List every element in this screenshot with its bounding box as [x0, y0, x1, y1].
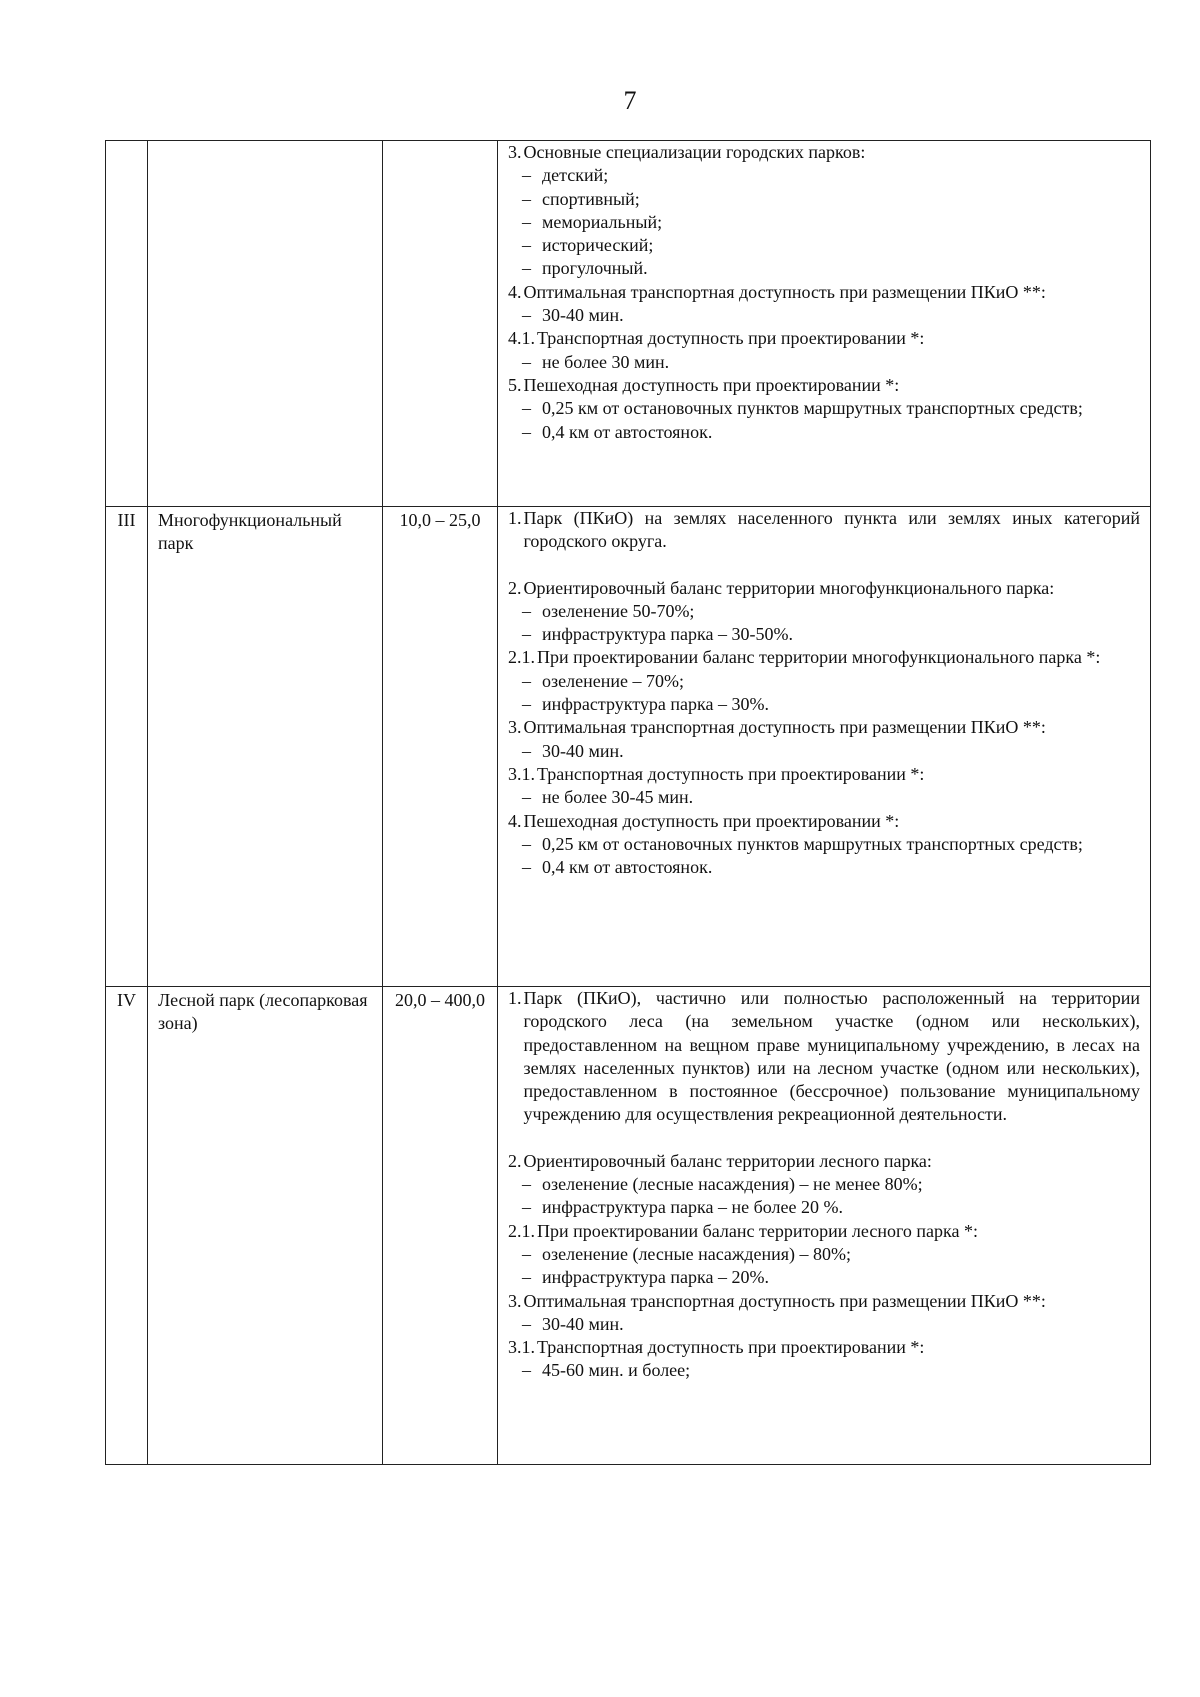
dash-item-text: озеленение (лесные насаждения) – 80%; — [542, 1243, 852, 1264]
item-text: Пешеходная доступность при проектировании *: — [523, 374, 900, 395]
row-number — [106, 141, 148, 507]
item-text: Основные специализации городских парков: — [523, 142, 866, 162]
dash-item-text: 0,4 км от автостоянок. — [542, 421, 713, 442]
dash-item-text: 0,4 км от автостоянок. — [542, 857, 713, 878]
item-number: 4.1. — [508, 328, 535, 349]
numbered-item — [508, 716, 1140, 739]
park-type-name — [148, 141, 383, 507]
table-row — [106, 141, 1151, 507]
item-number: 3.1. — [508, 1337, 535, 1358]
dash-list-item — [508, 833, 1140, 856]
item-number: 5. — [508, 374, 522, 395]
item-number: 1. — [508, 508, 522, 528]
dash-list-item — [508, 421, 1140, 444]
item-number: 3. — [508, 717, 522, 738]
numbered-item — [508, 810, 1140, 833]
dash-list-item — [508, 856, 1140, 879]
dash-list-item — [508, 740, 1140, 763]
dash-bullet: – — [522, 421, 531, 442]
dash-item-text: инфраструктура парка – не более 20 %. — [542, 1197, 843, 1218]
table-row — [106, 507, 1151, 987]
park-requirements — [498, 507, 1151, 987]
item-text: Ориентировочный баланс территории многофункционального парка: — [523, 577, 1055, 598]
numbered-item — [508, 1336, 1140, 1359]
dash-bullet: – — [522, 740, 531, 761]
dash-list-item — [508, 1313, 1140, 1336]
dash-bullet: – — [522, 1197, 531, 1218]
dash-item-text: 0,25 км от остановочных пунктов маршрутных транспортных средств; — [542, 398, 1083, 419]
item-text: При проектировании баланс территории лесного парка *: — [537, 1220, 978, 1241]
item-text: Парк (ПКиО), частично или полностью расположенный на территории городского леса (на земельном участке (одном или нескольких), предоставленном на вещном праве муниципальному учреждению, в лесах на землях населенных пунктов) или на лесном участке (одном или нескольких), предоставленном в постоянное (бессрочное) пользование муниципальному учреждению для осуществления рекреационной деятельности. — [523, 988, 1140, 1125]
numbered-item — [508, 1150, 1140, 1173]
dash-list-item — [508, 1359, 1140, 1382]
dash-list-item — [508, 234, 1140, 257]
dash-list-item — [508, 600, 1140, 623]
dash-list-item — [508, 1196, 1140, 1219]
numbered-item — [508, 281, 1140, 304]
numbered-item — [508, 374, 1140, 397]
dash-bullet: – — [522, 305, 531, 326]
dash-list-item — [508, 693, 1140, 716]
item-text: Оптимальная транспортная доступность при размещении ПКиО **: — [523, 1290, 1046, 1311]
item-text: Оптимальная транспортная доступность при размещении ПКиО **: — [523, 281, 1046, 302]
parks-table — [105, 140, 1151, 1465]
dash-bullet: – — [522, 1360, 531, 1381]
row-number: III — [106, 507, 148, 987]
park-area-range: 10,0 – 25,0 — [383, 507, 498, 987]
dash-item-text: исторический; — [542, 235, 654, 256]
park-area-range: 20,0 – 400,0 — [383, 987, 498, 1465]
dash-bullet: – — [522, 787, 531, 808]
dash-bullet: – — [522, 1174, 531, 1195]
dash-item-text: озеленение – 70%; — [542, 670, 684, 691]
dash-item-text: детский; — [542, 165, 609, 186]
dash-list-item — [508, 1173, 1140, 1196]
dash-item-text: спортивный; — [542, 188, 640, 209]
numbered-item — [508, 577, 1140, 600]
item-text: Транспортная доступность при проектировании *: — [537, 763, 925, 784]
item-text: Оптимальная транспортная доступность при размещении ПКиО **: — [523, 717, 1046, 738]
page-number: 7 — [623, 86, 637, 115]
dash-bullet: – — [522, 1267, 531, 1288]
dash-bullet: – — [522, 188, 531, 209]
dash-list-item — [508, 257, 1140, 280]
dash-list-item — [508, 1243, 1140, 1266]
park-requirements — [498, 987, 1151, 1465]
numbered-item — [508, 327, 1140, 350]
dash-item-text: инфраструктура парка – 30%. — [542, 694, 769, 715]
park-type-name: Лесной парк (лесопарковая зона) — [148, 987, 383, 1465]
dash-bullet: – — [522, 624, 531, 645]
dash-item-text: мемориальный; — [542, 211, 663, 232]
dash-bullet: – — [522, 1243, 531, 1264]
numbered-item — [508, 141, 1140, 164]
numbered-item — [508, 1290, 1140, 1313]
item-number: 3. — [508, 142, 522, 162]
dash-bullet: – — [522, 857, 531, 878]
dash-item-text: инфраструктура парка – 20%. — [542, 1267, 769, 1288]
dash-list-item — [508, 670, 1140, 693]
park-type-name: Многофункциональный парк — [148, 507, 383, 987]
item-text: При проектировании баланс территории многофункционального парка *: — [537, 647, 1101, 668]
item-number: 3. — [508, 1290, 522, 1311]
item-number: 1. — [508, 988, 522, 1008]
row-number: IV — [106, 987, 148, 1465]
item-number: 2.1. — [508, 1220, 535, 1241]
dash-item-text: инфраструктура парка – 30-50%. — [542, 624, 793, 645]
numbered-item — [508, 987, 1140, 1127]
dash-bullet: – — [522, 670, 531, 691]
numbered-item — [508, 763, 1140, 786]
dash-list-item — [508, 211, 1140, 234]
item-number: 4. — [508, 281, 522, 302]
dash-item-text: озеленение (лесные насаждения) – не менее 80%; — [542, 1174, 923, 1195]
dash-item-text: 30-40 мин. — [542, 740, 624, 761]
dash-list-item — [508, 786, 1140, 809]
item-number: 2. — [508, 1150, 522, 1171]
numbered-item — [508, 646, 1140, 669]
dash-bullet: – — [522, 235, 531, 256]
dash-item-text: 30-40 мин. — [542, 305, 624, 326]
dash-item-text: 30-40 мин. — [542, 1313, 624, 1334]
dash-list-item — [508, 188, 1140, 211]
dash-item-text: не более 30-45 мин. — [542, 787, 694, 808]
dash-item-text: прогулочный. — [542, 258, 648, 279]
dash-item-text: 45-60 мин. и более; — [542, 1360, 691, 1381]
numbered-item — [508, 507, 1140, 554]
dash-list-item — [508, 351, 1140, 374]
item-text: Парк (ПКиО) на землях населенного пункта или землях иных категорий городского округа. — [523, 508, 1140, 552]
park-area-range — [383, 141, 498, 507]
table-row — [106, 987, 1151, 1465]
dash-item-text: озеленение 50-70%; — [542, 600, 695, 621]
item-text: Транспортная доступность при проектировании *: — [537, 1337, 925, 1358]
dash-bullet: – — [522, 351, 531, 372]
dash-list-item — [508, 1266, 1140, 1289]
dash-bullet: – — [522, 211, 531, 232]
dash-bullet: – — [522, 258, 531, 279]
item-text: Ориентировочный баланс территории лесного парка: — [523, 1150, 932, 1171]
item-text: Пешеходная доступность при проектировании *: — [523, 810, 900, 831]
item-number: 2. — [508, 577, 522, 598]
dash-bullet: – — [522, 398, 531, 419]
park-requirements — [498, 141, 1151, 507]
dash-bullet: – — [522, 833, 531, 854]
dash-list-item — [508, 397, 1140, 420]
dash-list-item — [508, 623, 1140, 646]
item-text: Транспортная доступность при проектировании *: — [537, 328, 925, 349]
item-number: 4. — [508, 810, 522, 831]
dash-bullet: – — [522, 1313, 531, 1334]
dash-item-text: не более 30 мин. — [542, 351, 670, 372]
dash-bullet: – — [522, 694, 531, 715]
item-number: 3.1. — [508, 763, 535, 784]
dash-list-item — [508, 304, 1140, 327]
dash-bullet: – — [522, 600, 531, 621]
dash-list-item — [508, 164, 1140, 187]
dash-bullet: – — [522, 165, 531, 186]
dash-item-text: 0,25 км от остановочных пунктов маршрутных транспортных средств; — [542, 833, 1083, 854]
numbered-item — [508, 1220, 1140, 1243]
item-number: 2.1. — [508, 647, 535, 668]
